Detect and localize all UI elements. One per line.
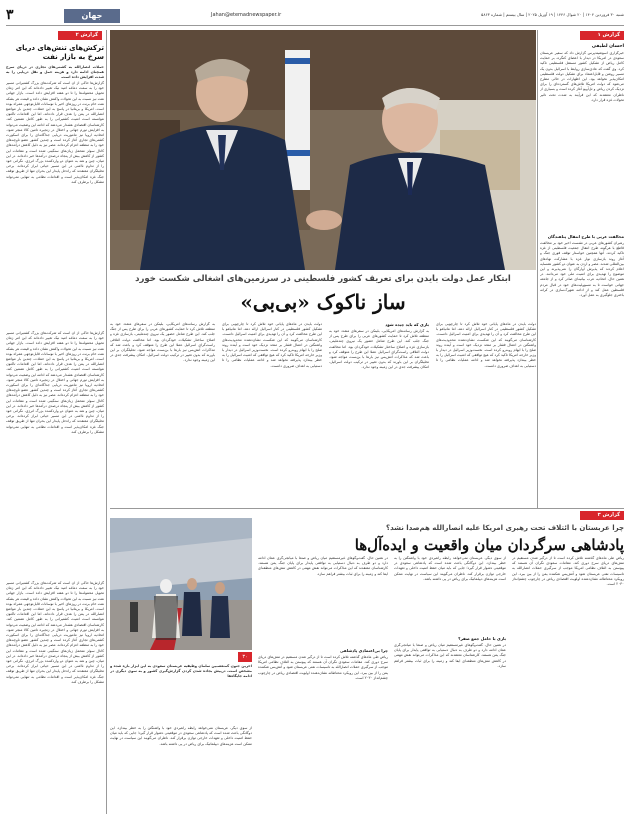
page-header [6, 6, 624, 26]
left-headline: ترکش‌های تنش‌های دریای سرخ به بازار نفت [15, 44, 104, 61]
left-body-2: گزارش‌ها حاکی از آن است که شرکت‌های بزرگ کشتیرانی مسیر خود را به سمت دماغه امید نیک تغییر داده‌اند که این امر زمان تحویل محموله‌ها را تا دو هفته افزایش داده است. بازار جهانی نفت نیز نسبت به این تحولات واکنش نشان داده و قیمت هر بشکه نفت خام برنت در روزهای اخیر با نوسانات قابل‌توجهی همراه بوده است. امریکا و بریتانیا در پاسخ به این حملات، چندین بار مواضع انصارالله در یمن را هدف قرار داده‌اند، اما این اقدامات تاکنون نتوانسته است امنیت کشتیرانی را به طور کامل تضمین کند. کارشناسان اقتصادی هشدار می‌دهند که ادامه این وضعیت می‌تواند به افزایش تورم جهانی و اختلال در زنجیره تامین کالا منجر شود. اتحادیه اروپا نیز ماموریت دریایی جداگانه‌ای را برای اسکورت کشتی‌های تجاری آغاز کرده است و چندین کشور عضو ناوچه‌های خود را به منطقه اعزام کرده‌اند. مصر نیز به دلیل کاهش درآمدهای کانال سوئز متحمل زیان‌های سنگینی شده است و مقامات این کشور از کاهش بیش از پنجاه درصدی درآمدها خبر داده‌اند. در این میان، چین و هند به عنوان دو واردکننده بزرگ انرژی، نگرانی خود را از تداوم ناامنی در این مسیر حیاتی ابراز کرده‌اند. برخی تحلیلگران معتقدند که راه‌حل پایدار این بحران تنها از طریق توقف جنگ غزه امکان‌پذیر است و اقدامات نظامی به تنهایی نمی‌تواند مشکل را برطرف کند. [6, 331, 104, 434]
dateline: شنبه ۳۰ فروردین ۱۴۰۴ | ۲۰ شوال ۱۴۴۶ | ۱۹ آوریل ۲۰۲۵ | سال بیستم | شماره ۵۸۶۳ [481, 12, 624, 17]
report-tag-1: گزارش ۱ [580, 31, 624, 40]
feature-col-3: دولت بایدن در ماه‌های پایانی خود تلاش کرد تا چارچوبی برای تشکیل کشور فلسطینی در کنار اسرائیل ارائه دهد، اما نتانیاهو با این طرح مخالفت کرد و آن را تهدیدی برای امنیت اسرائیل دانست. کارشناسان می‌گویند که این شکست نشان‌دهنده محدودیت‌های واشنگتن در اعمال فشار بر متحد نزدیک خود است و آینده روند صلح را با ابهام روبه‌رو کرده است. نخست‌وزیر اسرائیل در دیدار با وزیر خارجه امریکا تاکید کرد که هیچ توافقی که امنیت اسرائیل را به خطر بیندازد پذیرفته نخواهد شد و ادامه عملیات نظامی را تا دستیابی به اهداف ضروری دانست. [222, 322, 322, 368]
section-badge [64, 9, 120, 23]
second-col-2b: در همین حال، گفت‌وگوهای غیرمستقیم میان ریاض و صنعا با میانجی‌گری عمان ادامه دارد و دو طرف به دنبال دستیابی به توافقی پایدار برای پایان جنگ یمن هستند. کارشناسان معتقدند که این مذاکرات می‌تواند نقش مهمی در کاهش تنش‌های منطقه‌ای ایفا کند و زمینه را برای ثبات بیشتر فراهم سازد. [394, 643, 506, 668]
right-column [540, 44, 624, 504]
right-subhead: مخالفت عربی با طرح انتقال پناهندگان [547, 234, 624, 239]
second-subhead-2: چرا بی‌اعتمادی پادشاهی [339, 648, 388, 653]
second-col-2-wrap [394, 556, 506, 814]
left-intro: حملات انصارالله به کشتی‌های تجاری در دریای سرخ همچنان ادامه دارد و هزینه حمل و نقل دریایی را به شدت افزایش داده است. [6, 65, 104, 80]
feature-col-4: به گزارش رسانه‌های امریکایی، بلینکن در سفرهای متعدد خود به منطقه تلاش کرد تا حمایت کشورهای عربی را برای طرح پس از جنگ جلب کند. این طرح شامل حضور یک نیروی چندملیتی، بازسازی غزه و اصلاح ساختار تشکیلات خودگردان بود. اما مخالفت دولت ائتلافی راست‌گرای اسرائیل عملا این طرح را متوقف کرد و باعث شد که مذاکرات آتش‌بس نیز بارها با بن‌بست مواجه شود. تحلیلگران بر این باورند که بدون تغییر در ترکیب دولت اسرائیل، امکان پیشرفت جدی در این زمینه وجود ندارد. [110, 322, 215, 363]
left-column [6, 44, 104, 814]
photo-caption [110, 652, 252, 722]
left-body-1: گزارش‌ها حاکی از آن است که شرکت‌های بزرگ کشتیرانی مسیر خود را به سمت دماغه امید نیک تغییر داده‌اند که این امر زمان تحویل محموله‌ها را تا دو هفته افزایش داده است. بازار جهانی نفت نیز نسبت به این تحولات واکنش نشان داده و قیمت هر بشکه نفت خام برنت در روزهای اخیر با نوسانات قابل‌توجهی همراه بوده است. امریکا و بریتانیا در پاسخ به این حملات، چندین بار مواضع انصارالله در یمن را هدف قرار داده‌اند، اما این اقدامات تاکنون نتوانسته است امنیت کشتیرانی را به طور کامل تضمین کند. کارشناسان اقتصادی هشدار می‌دهند که ادامه این وضعیت می‌تواند به افزایش تورم جهانی و اختلال در زنجیره تامین کالا منجر شود. اتحادیه اروپا نیز ماموریت دریایی جداگانه‌ای را برای اسکورت کشتی‌های تجاری آغاز کرده است و چندین کشور عضو ناوچه‌های خود را به منطقه اعزام کرده‌اند. مصر نیز به دلیل کاهش درآمدهای کانال سوئز متحمل زیان‌های سنگینی شده است و مقامات این کشور از کاهش بیش از پنجاه درصدی درآمدها خبر داده‌اند. در این میان، چین و هند به عنوان دو واردکننده بزرگ انرژی، نگرانی خود را از تداوم ناامنی در این مسیر حیاتی ابراز کرده‌اند. برخی تحلیلگران معتقدند که راه‌حل پایدار این بحران تنها از طریق توقف جنگ غزه امکان‌پذیر است و اقدامات نظامی به تنهایی نمی‌تواند مشکل را برطرف کند. [6, 81, 104, 184]
second-col-1: ریاض طی ماه‌های گذشته تلاش کرده است تا از درگیر شدن مستقیم در تنش‌های دریای سرخ دوری کند. مقامات سعودی نگران آن هستند که پیوستن به ائتلاف نظامی امریکا موجب از سرگیری حملات انصارالله به تاسیسات نفتی عربستان شود و آتش‌بس شکننده یمن را از بین ببرد. این رویکرد محتاطانه نشان‌دهنده اولویت اقتصادی ریاض در چارچوب چشم‌انداز ۲۰۳۰ است. [512, 556, 624, 587]
caption-text: آخرین جنون کمتعصبین سلمان وظیفیه عربستان سعودی به این ابزار بازه شده و مشخص است، درپیش بجاده شدن کردن گزارش‌گیری کشور و به سوی دیگری در ادامه جایگاه‌ها [110, 664, 252, 679]
website: Jahan@etemadnewspaper.ir [211, 12, 282, 18]
handshake-photo [110, 30, 536, 270]
report-tag-2: گزارش ۲ [58, 31, 102, 40]
right-body: رهبران کشورهای عربی در نشست اخیر خود بر مخالفت قاطع با هرگونه طرح انتقال جمعیت فلسطینی از غزه تاکید کردند. آنها همچنین خواستار توقف فوری جنگ و آغاز روند بازسازی نوار غزه با مشارکت نهادهای بین‌المللی شدند. مصر و اردن به عنوان دو کشور همسایه اعلام کردند که پذیرش آوارگان را نمی‌پذیرند و این موضوع را تهدیدی برای امنیت ملی خود می‌دانند. در همین حال، اتحادیه عرب بیانیه‌ای صادر کرد و از جامعه جهانی خواست تا به مسوولیت‌های خود در قبال مردم فلسطین عمل کند و از ادامه شهرک‌سازی در کرانه باختری جلوگیری به عمل آورد. [540, 241, 624, 298]
report-tag-3: گزارش ۳ [580, 511, 624, 520]
second-photo [110, 518, 252, 650]
author: احسان لطیفی [591, 44, 624, 49]
second-col-2a: از سوی دیگر، عربستان نمی‌خواهد رابطه راهبردی خود با واشنگتن را به خطر بیندازد. این دوگانگی باعث شده است که پادشاهی سعودی در موقعیتی دشوار قرار گیرد؛ جایی که باید میان حفظ امنیت داخلی و تعهدات خارجی توازن برقرار کند. ناظران می‌گویند این سیاست در نهایت ممکن است هزینه‌های دیپلماتیک برای ریاض در پی داشته باشد. [394, 556, 506, 581]
left-body-3: گزارش‌ها حاکی از آن است که شرکت‌های بزرگ کشتیرانی مسیر خود را به سمت دماغه امید نیک تغییر داده‌اند که این امر زمان تحویل محموله‌ها را تا دو هفته افزایش داده است. بازار جهانی نفت نیز نسبت به این تحولات واکنش نشان داده و قیمت هر بشکه نفت خام برنت در روزهای اخیر با نوسانات قابل‌توجهی همراه بوده است. امریکا و بریتانیا در پاسخ به این حملات، چندین بار مواضع انصارالله در یمن را هدف قرار داده‌اند، اما این اقدامات تاکنون نتوانسته است امنیت کشتیرانی را به طور کامل تضمین کند. کارشناسان اقتصادی هشدار می‌دهند که ادامه این وضعیت می‌تواند به افزایش تورم جهانی و اختلال در زنجیره تامین کالا منجر شود. اتحادیه اروپا نیز ماموریت دریایی جداگانه‌ای را برای اسکورت کشتی‌های تجاری آغاز کرده است و چندین کشور عضو ناوچه‌های خود را به منطقه اعزام کرده‌اند. مصر نیز به دلیل کاهش درآمدهای کانال سوئز متحمل زیان‌های سنگینی شده است و مقامات این کشور از کاهش بیش از پنجاه درصدی درآمدها خبر داده‌اند. در این میان، چین و هند به عنوان دو واردکننده بزرگ انرژی، نگرانی خود را از تداوم ناامنی در این مسیر حیاتی ابراز کرده‌اند. برخی تحلیلگران معتقدند که راه‌حل پایدار این بحران تنها از طریق توقف جنگ غزه امکان‌پذیر است و اقدامات نظامی به تنهایی نمی‌تواند مشکل را برطرف کند. [6, 581, 104, 684]
second-subhead-1: بازی با حامل جمع صفر؟ [458, 636, 506, 641]
second-kicker: چرا عربستان با ائتلاف تحت رهبری امریکا علیه انصارالله هم‌صدا نشد؟ [386, 524, 624, 532]
feature-body [110, 322, 536, 504]
feature-col-1: دولت بایدن در ماه‌های پایانی خود تلاش کرد تا چارچوبی برای تشکیل کشور فلسطینی در کنار اسرائیل ارائه دهد، اما نتانیاهو با این طرح مخالفت کرد و آن را تهدیدی برای امنیت اسرائیل دانست. کارشناسان می‌گویند که این شکست نشان‌دهنده محدودیت‌های واشنگتن در اعمال فشار بر متحد نزدیک خود است و آینده روند صلح را با ابهام روبه‌رو کرده است. نخست‌وزیر اسرائیل در دیدار با وزیر خارجه امریکا تاکید کرد که هیچ توافقی که امنیت اسرائیل را به خطر بیندازد پذیرفته نخواهد شد و ادامه عملیات نظامی را تا دستیابی به اهداف ضروری دانست. [436, 322, 536, 368]
right-lead: خبرگزاری آسوشیتدپرس گزارش داد که سفیر عربستان سعودی در امریکا در دیدار با اعضای کنگره، بر حمایت کامل ریاض از تشکیل کشور مستقل فلسطینی تاکید کرد. وی گفت که عادی‌سازی روابط با اسرائیل بدون یک مسیر روشن و قابل‌اعتماد برای تشکیل دولت فلسطینی امکان‌پذیر نخواهد بود. این اظهارات در حالی مطرح می‌شود که دولت امریکا تلاش‌های گسترده‌ای را برای نزدیک کردن ریاض و تل‌آویو آغاز کرده است و بسیاری از ناظران معتقدند که این فرآیند به شدت تحت تاثیر تحولات غزه قرار دارد. [540, 51, 624, 102]
second-col-3a: در همین حال، گفت‌وگوهای غیرمستقیم میان ریاض و صنعا با میانجی‌گری عمان ادامه دارد و دو طرف به دنبال دستیابی به توافقی پایدار برای پایان جنگ یمن هستند. کارشناسان معتقدند که این مذاکرات می‌تواند نقش مهمی در کاهش تنش‌های منطقه‌ای ایفا کند و زمینه را برای ثبات بیشتر فراهم سازد. [258, 556, 388, 576]
arrival-photo [110, 518, 252, 650]
feature-headline: ساز ناکوک «بی‌بی» [240, 290, 406, 314]
feature-subhead: بازی که باید چیده شود [385, 322, 429, 327]
feature-col-2: به گزارش رسانه‌های امریکایی، بلینکن در سفرهای متعدد خود به منطقه تلاش کرد تا حمایت کشورهای عربی را برای طرح پس از جنگ جلب کند. این طرح شامل حضور یک نیروی چندملیتی، بازسازی غزه و اصلاح ساختار تشکیلات خودگردان بود. اما مخالفت دولت ائتلافی راست‌گرای اسرائیل عملا این طرح را متوقف کرد و باعث شد که مذاکرات آتش‌بس نیز بارها با بن‌بست مواجه شود. تحلیلگران بر این باورند که بدون تغییر در ترکیب دولت اسرائیل، امکان پیشرفت جدی در این زمینه وجود ندارد. [329, 329, 429, 370]
second-col-3-wrap [258, 556, 388, 814]
second-headline: پادشاهی سرگردان میان واقعیت و ایده‌آل‌ها [354, 536, 624, 554]
feature-kicker: ابتکار عمل دولت بایدن برای تعریف کشور فلسطینی در سرزمین‌های اشغالی شکست خورد [135, 274, 511, 284]
main-photo [110, 30, 536, 270]
second-col-4: از سوی دیگر، عربستان نمی‌خواهد رابطه راهبردی خود با واشنگتن را به خطر بیندازد. این دوگانگی باعث شده است که پادشاهی سعودی در موقعیتی دشوار قرار گیرد؛ جایی که باید میان حفظ امنیت داخلی و تعهدات خارجی توازن برقرار کند. ناظران می‌گویند این سیاست در نهایت ممکن است هزینه‌های دیپلماتیک برای ریاض در پی داشته باشد. [110, 726, 252, 746]
caption-number: ۳۰ [238, 652, 252, 662]
page-number: ۳ [6, 7, 14, 23]
second-col-3b: ریاض طی ماه‌های گذشته تلاش کرده است تا از درگیر شدن مستقیم در تنش‌های دریای سرخ دوری کند. مقامات سعودی نگران آن هستند که پیوستن به ائتلاف نظامی امریکا موجب از سرگیری حملات انصارالله به تاسیسات نفتی عربستان شود و آتش‌بس شکننده یمن را از بین ببرد. این رویکرد محتاطانه نشان‌دهنده اولویت اقتصادی ریاض در چارچوب چشم‌انداز ۲۰۳۰ است. [258, 655, 388, 680]
section-title: جهان [81, 11, 103, 20]
